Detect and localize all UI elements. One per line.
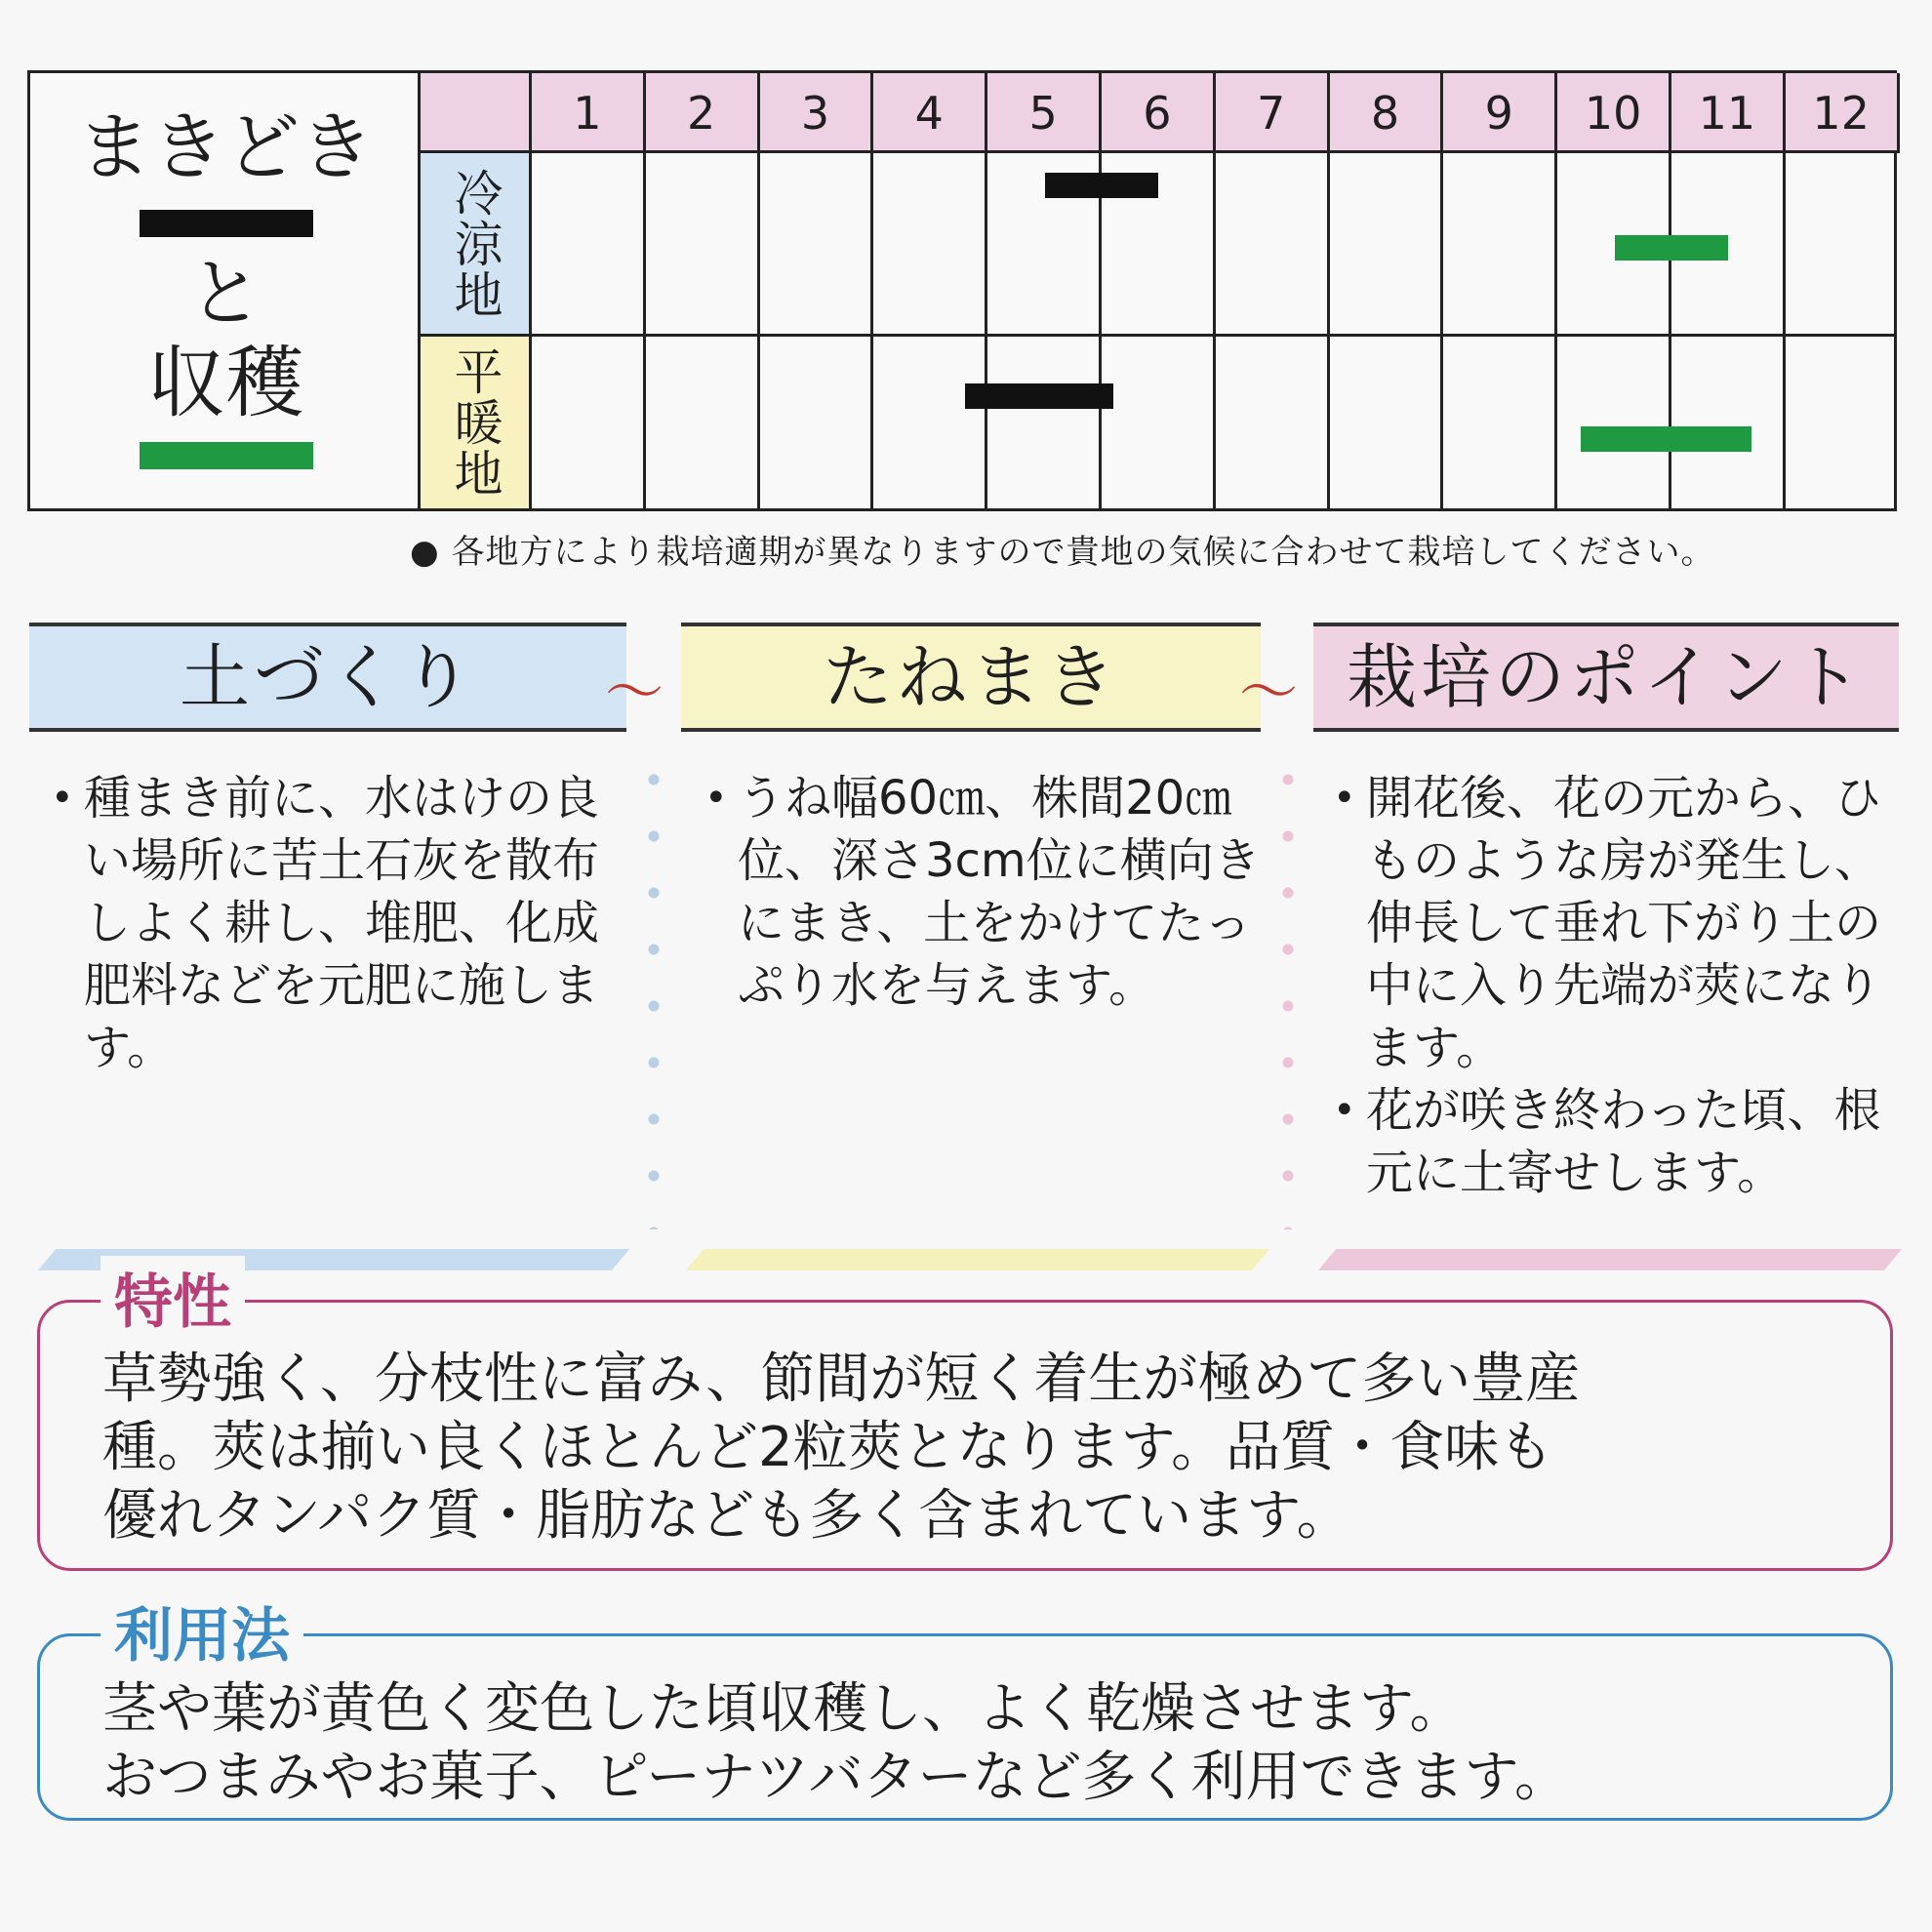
warm-sowing-bar bbox=[965, 383, 1113, 409]
month-gridline bbox=[985, 153, 987, 508]
points-body bbox=[1331, 767, 1897, 1204]
month-header-cell: 3 bbox=[760, 73, 874, 153]
cool-harvest-bar bbox=[1615, 235, 1729, 261]
usage-title: 利用法 bbox=[101, 1590, 303, 1673]
column-footer bbox=[1318, 1249, 1902, 1270]
sowing-body bbox=[703, 767, 1268, 1017]
warm-harvest-bar bbox=[1581, 426, 1751, 452]
dotted-divider bbox=[1281, 751, 1295, 1229]
month-header-cell: 10 bbox=[1557, 73, 1671, 153]
traits-title: 特性 bbox=[101, 1256, 245, 1340]
month-gridline bbox=[1440, 153, 1443, 508]
month-gridline bbox=[1669, 153, 1671, 508]
month-header-cell: 4 bbox=[873, 73, 987, 153]
sowing-harvest-calendar bbox=[27, 70, 1897, 511]
tilde-divider: ～ bbox=[605, 659, 664, 727]
calendar-legend bbox=[30, 73, 421, 508]
legend-sowing-bar bbox=[140, 210, 313, 237]
month-gridline bbox=[757, 153, 760, 508]
dotted-divider bbox=[647, 751, 661, 1229]
month-header-cell: 11 bbox=[1671, 73, 1786, 153]
month-header-cell: 9 bbox=[1443, 73, 1557, 153]
list-item: • 種まき前に、水はけの良い場所に苦土石灰を散布しよく耕し、堆肥、化成肥料などを元肥に施します。 bbox=[49, 767, 624, 1079]
month-gridline bbox=[1327, 153, 1330, 508]
month-gridline bbox=[1783, 153, 1786, 508]
month-header-cell: 7 bbox=[1216, 73, 1330, 153]
list-item: • 開花後、花の元から、ひものような房が発生し、伸長して垂れ下がり土の中に入り先端が莢になります。 bbox=[1331, 767, 1897, 1079]
legend-harvest-label: 収穫 bbox=[147, 338, 303, 428]
month-header-cell: 2 bbox=[646, 73, 760, 153]
usage-box bbox=[37, 1602, 1893, 1821]
month-gridline bbox=[870, 153, 873, 508]
traits-box bbox=[37, 1268, 1893, 1571]
month-header-cell: 12 bbox=[1786, 73, 1900, 153]
calendar-note: ● 各地方により栽培適期が異なりますので貴地の気候に合わせて栽培してください。 bbox=[410, 533, 1715, 572]
legend-connector: と bbox=[188, 250, 262, 337]
month-header-cell: 5 bbox=[987, 73, 1102, 153]
calendar-note-text: 各地方により栽培適期が異なりますので貴地の気候に合わせて栽培してください。 bbox=[451, 533, 1715, 572]
region-cool-label: 冷涼地 bbox=[421, 153, 532, 337]
usage-text: 茎や葉が黄色く変色した頃収穫し、よく乾燥させます。 おつまみやお菓子、ピーナツバターなど多く利用できます。 bbox=[102, 1677, 1570, 1809]
month-gridline bbox=[1213, 153, 1216, 508]
soil-body bbox=[49, 767, 624, 1079]
points-header: 栽培のポイント bbox=[1313, 623, 1899, 732]
month-gridline bbox=[1554, 153, 1557, 508]
month-gridline bbox=[1099, 153, 1102, 508]
column-footer bbox=[686, 1249, 1269, 1270]
month-header-cell: 8 bbox=[1330, 73, 1444, 153]
soil-header: 土づくり bbox=[29, 623, 626, 732]
legend-harvest-bar bbox=[140, 442, 313, 469]
traits-text: 草勢強く、分枝性に富み、節間が短く着生が極めて多い豊産 種。莢は揃い良くほとんど2粒莢となります。品質・食味も 優れタンパク質・脂肪なども多く含まれています。 bbox=[102, 1348, 1581, 1548]
tilde-divider: ～ bbox=[1239, 659, 1298, 727]
month-header-cell: 1 bbox=[532, 73, 646, 153]
sowing-header: たねまき bbox=[681, 623, 1261, 732]
list-item: • 花が咲き終わった頃、根元に土寄せします。 bbox=[1331, 1079, 1897, 1204]
month-header-cell: 6 bbox=[1102, 73, 1216, 153]
list-item: • うね幅60㎝、株間20㎝位、深さ3cm位に横向きにまき、土をかけてたっぷり水を与えます。 bbox=[703, 767, 1268, 1017]
header-corner bbox=[421, 73, 532, 153]
region-warm-label: 平暖地 bbox=[421, 337, 532, 508]
legend-sowing-label: まきどき bbox=[77, 103, 374, 190]
month-gridline bbox=[643, 153, 646, 508]
cool-sowing-bar bbox=[1045, 173, 1159, 198]
